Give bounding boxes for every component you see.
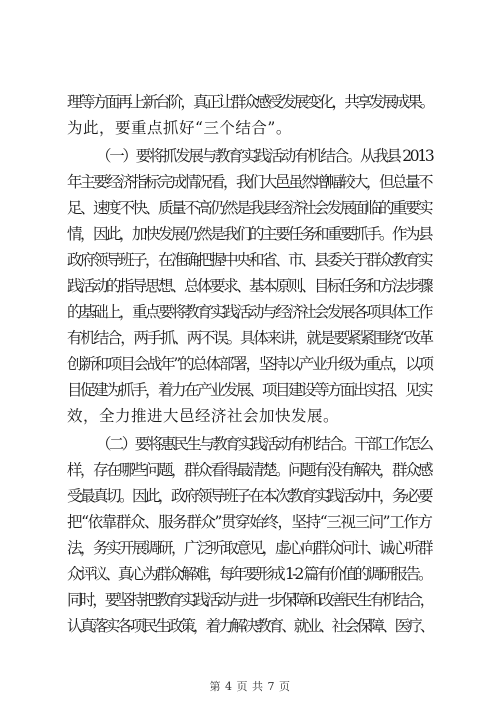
body-text-line: 有机结合，两手抓、两不误。具体来讲，就是要紧紧围绕“改革 bbox=[67, 329, 432, 347]
body-text-line: 把“依靠群众、服务群众”贯穿始终，坚持“三视三问”工作方 bbox=[67, 513, 432, 531]
body-text-line: 受最真切。因此，政府领导班子在本次教育实践活动中，务必要 bbox=[67, 487, 432, 505]
body-text-line: 创新和项目会战年”的总体部署，坚持以产业升级为重点，以项 bbox=[67, 355, 432, 373]
body-text-line: 法，务实开展调研，广泛听取意见，虚心向群众问计、诚心听群 bbox=[67, 539, 432, 557]
body-text-line: 目促建为抓手，着力在产业发展、项目建设等方面出实招、见实 bbox=[67, 381, 432, 399]
section-1-first-line: （一）要将抓发展与教育实践活动有机结合。从我县 2013 bbox=[96, 147, 433, 165]
page-footer: 第 4 页 共 7 页 bbox=[209, 680, 291, 693]
body-text-line: 众评议、真心为群众解难，每年要形成 1-2 篇有价值的调研报告。 bbox=[67, 565, 431, 583]
body-text-line: 理等方面再上新台阶，真正让群众感受发展变化，共享发展成果。 bbox=[67, 93, 433, 111]
body-text-line: 效，全力推进大邑经济社会加快发展。 bbox=[67, 407, 340, 425]
body-text-line: 的基础上，重点要将教育实践活动与经济社会发展各项具体工作 bbox=[67, 303, 432, 321]
body-text-line: 践活动的指导思想、总体要求、基本原则、目标任务和方法步骤 bbox=[67, 277, 432, 295]
section-2-first-line: （二）要将惠民生与教育实践活动有机结合。干部工作怎么 bbox=[96, 435, 432, 453]
body-text-line: 认真落实各项民生政策，着力解决教育、就业、社会保障、医疗、 bbox=[67, 617, 433, 635]
body-text-line: 为此，要重点抓好“三个结合”。 bbox=[67, 119, 292, 137]
body-text-line: 同时，要坚持把教育实践活动与进一步保障和改善民生有机结合， bbox=[67, 591, 433, 609]
body-text-line: 年主要经济指标完成情况看，我们大邑虽然增幅较大，但总量不 bbox=[67, 173, 432, 191]
body-text-line: 样，存在哪些问题，群众看得最清楚。问题有没有解决，群众感 bbox=[67, 461, 432, 479]
body-text-line: 足、速度不快、质量不高仍然是我县经济社会发展面临的重要实 bbox=[67, 199, 432, 217]
body-text-line: 情，因此，加快发展仍然是我们的主要任务和重要抓手。作为县 bbox=[67, 225, 432, 243]
body-text-line: 政府领导班子，在准确把握中央和省、市、县委关于群众教育实 bbox=[67, 251, 432, 269]
